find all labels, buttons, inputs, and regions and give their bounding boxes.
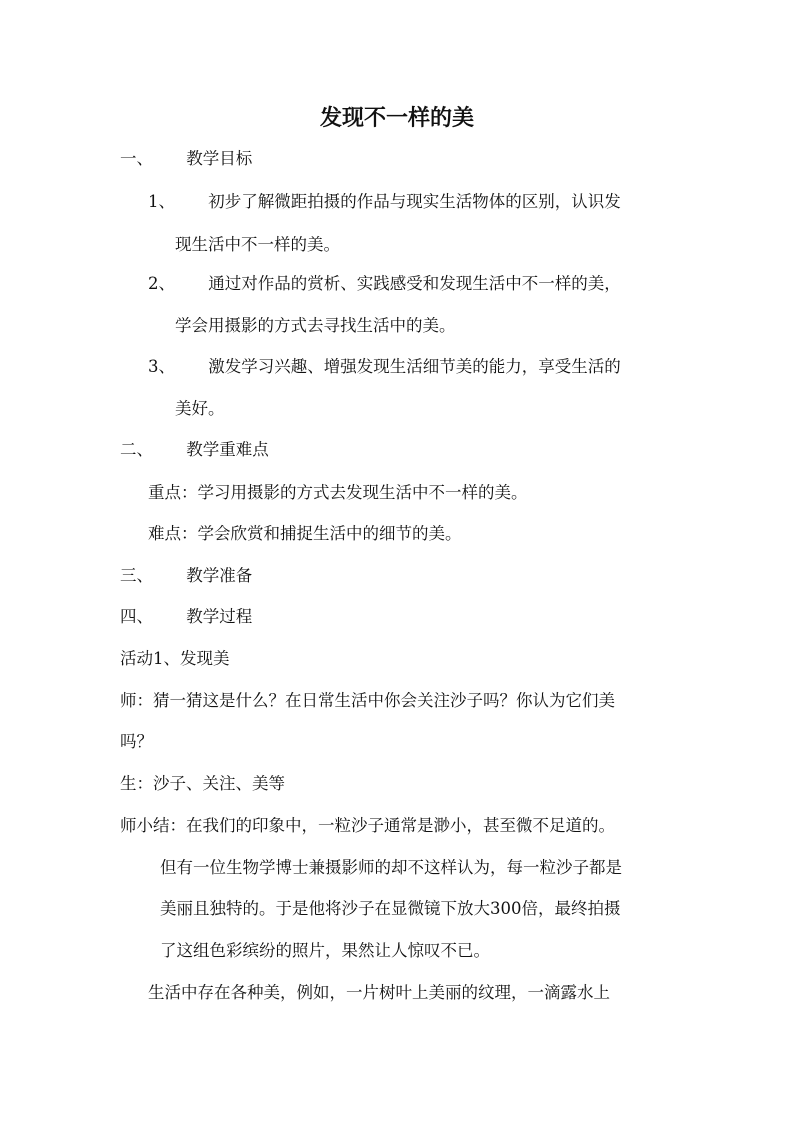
section-label: 教学准备 [186, 566, 253, 585]
section-heading-key-points [120, 439, 269, 461]
section-number: 一、 [120, 149, 153, 168]
section-label: 教学目标 [186, 149, 253, 168]
teacher-summary-line-2: 但有一位生物学博士兼摄影师的却不这样认为，每一粒沙子都是 [160, 858, 622, 877]
teacher-question-line-1: 师：猜一猜这是什么？在日常生活中你会关注沙子吗？你认为它们美 [120, 691, 615, 710]
goal-item-1 [148, 191, 621, 213]
key-point-text: 重点：学习用摄影的方式去发现生活中不一样的美。 [148, 483, 528, 502]
goal-number: 2、 [148, 274, 175, 293]
goal-item-3-continued: 美好。 [175, 399, 225, 418]
section-heading-process [120, 606, 252, 628]
goal-item-3 [148, 356, 621, 378]
document-title: 发现不一样的美 [319, 105, 474, 131]
section-number: 四、 [120, 607, 153, 626]
goal-item-1-continued: 现生活中不一样的美。 [175, 235, 340, 254]
goal-item-2 [148, 273, 621, 295]
section-heading-preparation [120, 565, 252, 587]
teacher-question-line-2: 吗？ [120, 732, 153, 751]
section-label: 教学重难点 [186, 440, 269, 459]
teacher-summary-line-4: 了这组色彩缤纷的照片，果然让人惊叹不已。 [160, 941, 490, 960]
goal-number: 1、 [148, 192, 175, 211]
section-number: 二、 [120, 440, 153, 459]
teacher-summary-line-1: 师小结：在我们的印象中，一粒沙子通常是渺小，甚至微不足道的。 [120, 816, 615, 835]
goal-text: 激发学习兴趣、增强发现生活细节美的能力，享受生活的 [208, 357, 621, 376]
activity-heading: 活动1、发现美 [120, 649, 230, 668]
section-heading-goals [120, 148, 252, 170]
section-number: 三、 [120, 566, 153, 585]
goal-item-2-continued: 学会用摄影的方式去寻找生活中的美。 [175, 316, 456, 335]
goal-number: 3、 [148, 357, 175, 376]
student-answer: 生：沙子、关注、美等 [120, 774, 285, 793]
paragraph-life-beauty: 生活中存在各种美，例如，一片树叶上美丽的纹理，一滴露水上 [148, 983, 610, 1002]
section-label: 教学过程 [186, 607, 253, 626]
difficulty-text: 难点：学会欣赏和捕捉生活中的细节的美。 [148, 524, 462, 543]
teacher-summary-line-3: 美丽且独特的。于是他将沙子在显微镜下放大300倍，最终拍摄 [160, 899, 621, 918]
goal-text: 初步了解微距拍摄的作品与现实生活物体的区别，认识发 [208, 192, 621, 211]
goal-text: 通过对作品的赏析、实践感受和发现生活中不一样的美， [208, 274, 621, 293]
